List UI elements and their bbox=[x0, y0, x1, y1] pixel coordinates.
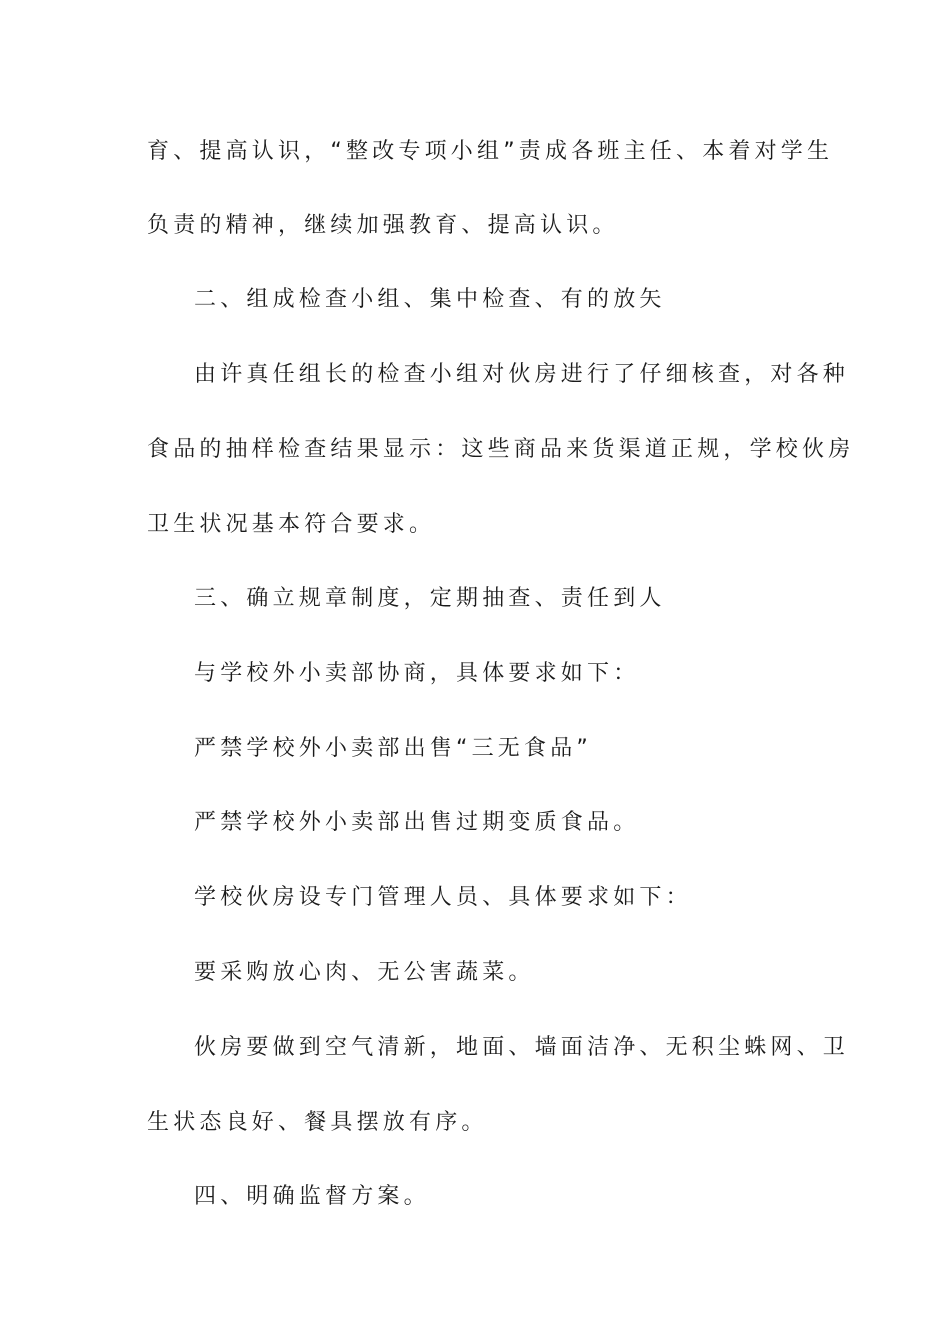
paragraph-line: 生状态良好、餐具摆放有序。 bbox=[147, 1110, 488, 1135]
section-heading: 二、组成检查小组、集中检查、有的放矢 bbox=[194, 287, 666, 312]
paragraph-line: 负责的精神，继续加强教育、提高认识。 bbox=[147, 213, 619, 238]
section-heading: 三、确立规章制度，定期抽查、责任到人 bbox=[194, 586, 666, 611]
paragraph-line: 育、提高认识，“整改专项小组”责成各班主任、本着对学生 bbox=[147, 139, 834, 164]
paragraph-line: 严禁学校外小卖部出售过期变质食品。 bbox=[194, 810, 640, 835]
paragraph-line: 卫生状况基本符合要求。 bbox=[147, 512, 436, 537]
paragraph-line: 要采购放心肉、无公害蔬菜。 bbox=[194, 960, 535, 985]
paragraph-line: 与学校外小卖部协商，具体要求如下： bbox=[194, 661, 640, 686]
paragraph-line: 学校伙房设专门管理人员、具体要求如下： bbox=[194, 885, 692, 910]
paragraph-line: 严禁学校外小卖部出售“三无食品” bbox=[194, 736, 592, 761]
paragraph-line: 食品的抽样检查结果显示：这些商品来货渠道正规，学校伙房 bbox=[147, 437, 855, 462]
paragraph-line: 伙房要做到空气清新，地面、墙面洁净、无积尘蛛网、卫 bbox=[194, 1035, 850, 1060]
paragraph-line: 由许真任组长的检查小组对伙房进行了仔细核查，对各种 bbox=[194, 362, 850, 387]
section-heading: 四、明确监督方案。 bbox=[194, 1184, 430, 1209]
